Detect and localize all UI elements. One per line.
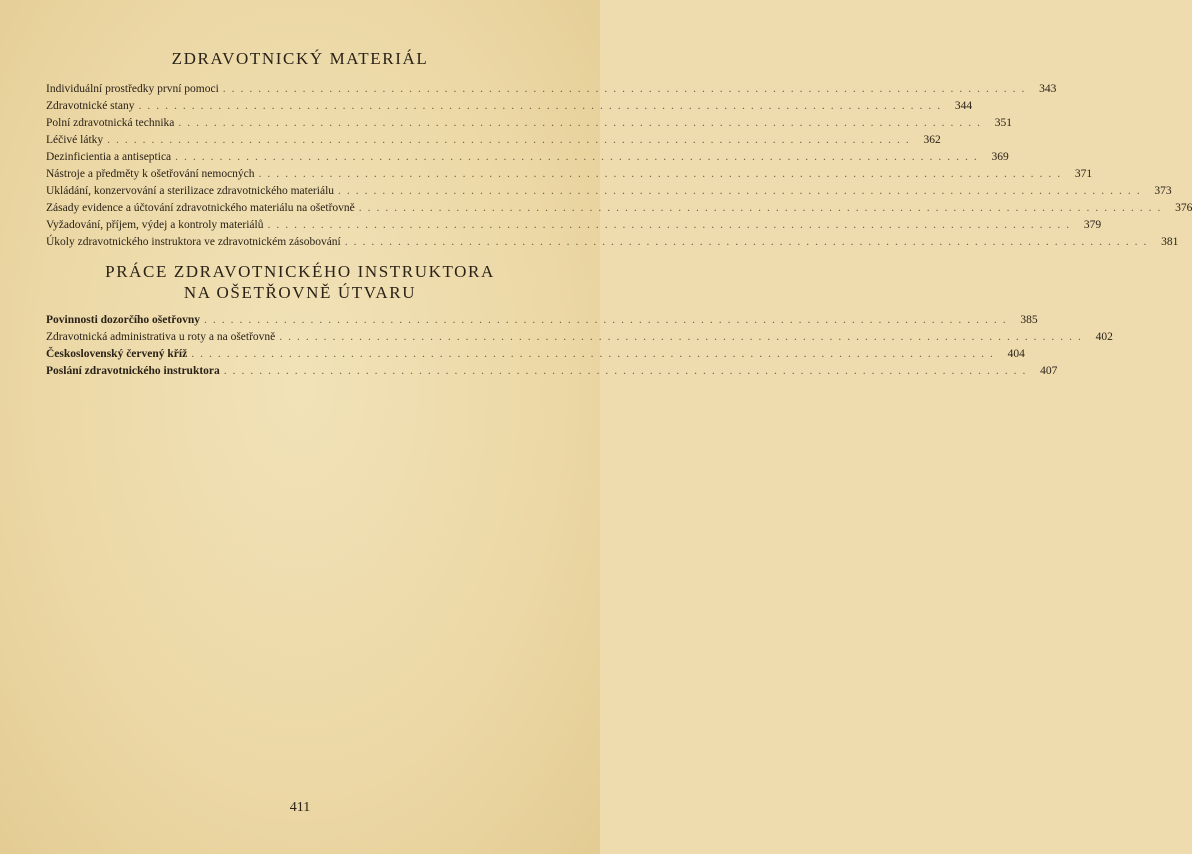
toc-entry: [46, 166, 1093, 183]
toc-page-number: 385: [1020, 314, 1038, 326]
leader-dots: ...........................................................................................: [191, 348, 999, 360]
toc-entry: [46, 132, 941, 149]
leader-dots: ...........................................................................................: [344, 236, 1153, 248]
toc-entry: [46, 363, 1058, 380]
toc-entry-title: Polní zdravotnická technika: [46, 117, 175, 129]
leader-dots: ...........................................................................................: [138, 100, 947, 112]
toc-page-number: 376: [1175, 202, 1192, 214]
toc-page-number: 344: [954, 100, 973, 112]
toc-page-number: 404: [1007, 348, 1025, 360]
toc-page-number: 369: [991, 151, 1009, 163]
toc-entry: [46, 217, 1102, 234]
leader-dots: ...........................................................................................: [267, 219, 1076, 231]
toc-entry-title: Povinnosti dozorčího ošetřovny: [46, 314, 200, 326]
toc-page-number: 379: [1083, 219, 1102, 231]
toc-page-number: 407: [1040, 365, 1058, 377]
toc-list-section1: [46, 81, 1192, 251]
leader-dots: ...........................................................................................: [107, 134, 915, 146]
toc-entry: [46, 183, 1172, 200]
toc-entry-title: Léčivé látky: [46, 134, 104, 146]
toc-page-number: 371: [1074, 168, 1093, 180]
leader-dots: ...........................................................................................: [203, 314, 1012, 326]
toc-entry: [46, 115, 1013, 132]
toc-entry-title: Zásady evidence a účtování zdravotnického materiálu na ošetřovně: [46, 202, 355, 214]
page-number: 411: [289, 800, 311, 815]
section-title-prace-instruktora-line2: NA OŠETŘOVNĚ ÚTVARU: [183, 283, 417, 302]
leader-dots: ...........................................................................................: [222, 83, 1031, 95]
section-title-zdravotnicky-material: ZDRAVOTNICKÝ MATERIÁL: [171, 49, 429, 68]
toc-entry-title: Zdravotnická administrativa u roty a na ošetřovně: [46, 331, 276, 343]
toc-entry: [46, 234, 1179, 251]
toc-entry-title: Československý červený kříž: [46, 348, 188, 360]
toc-entry: [46, 200, 1192, 217]
leader-dots: ...........................................................................................: [178, 117, 987, 129]
toc-page-number: 343: [1039, 83, 1057, 95]
toc-entry: [46, 312, 1038, 329]
toc-entry-title: Ukládání, konzervování a sterilizace zdravotnického materiálu: [46, 185, 335, 197]
toc-page-number: 373: [1154, 185, 1172, 197]
toc-entry-title: Poslání zdravotnického instruktora: [46, 365, 220, 377]
toc-entry-title: Zdravotnické stany: [46, 100, 135, 112]
toc-page-number: 402: [1095, 331, 1113, 343]
toc-entry: [46, 98, 973, 115]
toc-entry: [46, 346, 1025, 363]
section-title-prace-instruktora-line1: PRÁCE ZDRAVOTNICKÉHO INSTRUKTORA: [105, 262, 495, 281]
leader-dots: ...........................................................................................: [279, 331, 1087, 343]
toc-entry: [46, 81, 1057, 98]
toc-page-number: 362: [923, 134, 941, 146]
toc-entry-title: Úkoly zdravotnického instruktora ve zdravotnickém zásobování: [46, 236, 341, 248]
toc-entry-title: Nástroje a předměty k ošetřování nemocných: [46, 168, 255, 180]
toc-entry: [46, 149, 1009, 166]
leader-dots: ...........................................................................................: [258, 168, 1067, 180]
toc-entry: [46, 329, 1113, 346]
toc-entry-title: Vyžadování, příjem, výdej a kontroly materiálů: [46, 219, 264, 231]
leader-dots: ...........................................................................................: [338, 185, 1146, 197]
leader-dots: ...........................................................................................: [358, 202, 1167, 214]
toc-entry-title: Individuální prostředky první pomoci: [46, 83, 219, 95]
toc-list-section2: [46, 312, 1113, 380]
leader-dots: ...........................................................................................: [175, 151, 983, 163]
toc-entry-title: Dezinficientia a antiseptica: [46, 151, 172, 163]
toc-page-number: 351: [994, 117, 1013, 129]
leader-dots: ...........................................................................................: [223, 365, 1032, 377]
toc-page-number: 381: [1161, 236, 1179, 248]
